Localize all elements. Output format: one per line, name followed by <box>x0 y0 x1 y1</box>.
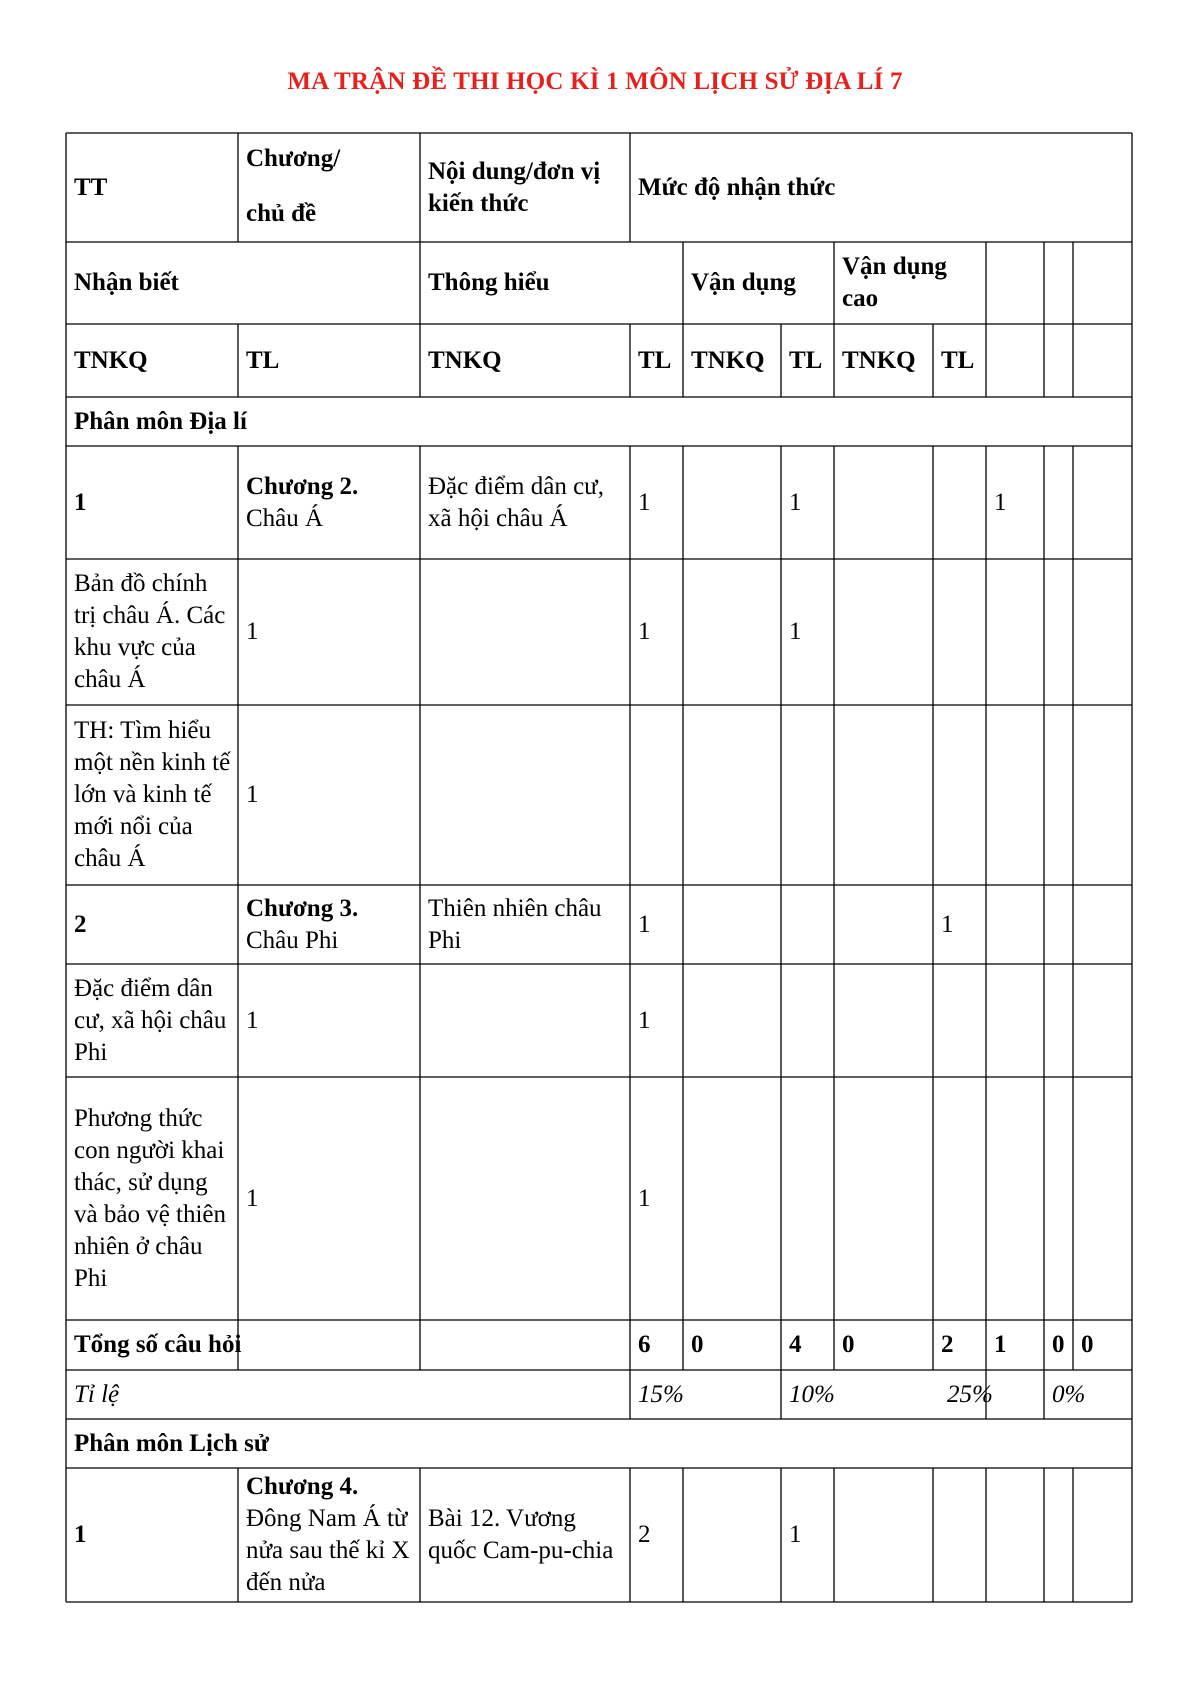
ls-row1-chuong-title: Chương 4. <box>246 1473 359 1500</box>
ratio-label <box>66 1370 374 1419</box>
row5-noidung <box>66 964 234 1077</box>
row4-tt <box>66 885 224 964</box>
total-v5 <box>933 1320 986 1370</box>
header-tnkq-3 <box>683 324 786 397</box>
header-tt-text: TT <box>74 173 108 201</box>
ratio-p3-text: 25% <box>947 1380 993 1408</box>
total-v8-text: 0 <box>1081 1331 1094 1358</box>
header-chuong-line2 <box>238 185 416 242</box>
total-v5-text: 2 <box>941 1331 954 1358</box>
total-v4 <box>834 1320 887 1370</box>
header-tnkq-1 <box>66 324 234 397</box>
header-vandungcao-text: Vận dụng cao <box>842 253 947 312</box>
header-nhanbiet-text: Nhận biết <box>74 269 179 296</box>
ls-row1-noidung <box>420 1468 618 1602</box>
ratio-p2-text: 10% <box>789 1380 835 1408</box>
total-label-text: Tổng số câu hỏi <box>74 1331 242 1358</box>
total-v3-text: 4 <box>789 1331 802 1358</box>
header-tl-4 <box>933 324 991 397</box>
row4-noidung-text: Thiên nhiên châu Phi <box>428 894 602 954</box>
total-v8 <box>1073 1320 1131 1370</box>
total-label <box>66 1320 574 1370</box>
row4-c1 <box>630 885 683 964</box>
row1-chuong-subtitle: Châu Á <box>246 504 324 532</box>
ls-row1-c1-text: 2 <box>638 1521 651 1548</box>
ratio-p4-text: 0% <box>1052 1380 1086 1408</box>
row1-chuong <box>238 446 416 559</box>
row3-c1-text: 1 <box>246 781 259 808</box>
row5-c1-text: 1 <box>246 1006 259 1034</box>
total-v2 <box>683 1320 736 1370</box>
header-tnkq-2 <box>420 324 628 397</box>
row1-noidung <box>420 446 628 559</box>
row5-noidung-text: Đặc điểm dân cư, xã hội châu Phi <box>74 974 227 1066</box>
header-tnkq-4-text: TNKQ <box>842 346 916 374</box>
total-v2-text: 0 <box>691 1331 704 1358</box>
row6-noidung-text: Phương thức con người khai thác, sử dụng và bảo vệ thiên nhiên ở châu Phi <box>74 1104 227 1292</box>
header-vandung <box>683 242 836 324</box>
row4-tt-text: 2 <box>74 910 87 938</box>
row4-c2 <box>933 885 986 964</box>
total-v1-text: 6 <box>638 1331 651 1358</box>
row6-c1 <box>238 1077 291 1320</box>
header-chuong-line1-text: Chương/ <box>246 145 341 172</box>
header-tl-1-text: TL <box>246 346 280 374</box>
row6-noidung <box>66 1077 234 1320</box>
row2-c1 <box>238 559 291 705</box>
ls-row1-chuong-subtitle: Đông Nam Á từ nửa sau thế kỉ X đến nửa <box>246 1505 410 1596</box>
header-noidung-text: Nội dung/đơn vị kiến thức <box>428 157 601 217</box>
header-tl-2-text: TL <box>638 346 672 374</box>
row3-noidung <box>66 705 234 885</box>
total-v6-text: 1 <box>994 1331 1007 1358</box>
header-tnkq-3-text: TNKQ <box>691 346 765 374</box>
row6-c1-text: 1 <box>246 1184 259 1212</box>
section-lich-su-text: Phân môn Lịch sử <box>74 1429 269 1457</box>
ratio-p1 <box>630 1370 778 1419</box>
section-lich-su <box>66 1419 574 1468</box>
total-v1 <box>630 1320 683 1370</box>
header-tt <box>66 133 224 242</box>
row5-c1 <box>238 964 291 1077</box>
ls-row1-tt-text: 1 <box>74 1521 87 1548</box>
header-chuong-line2-text: chủ đề <box>246 199 317 227</box>
ls-row1-c1 <box>630 1468 683 1602</box>
row2-c2 <box>630 559 683 705</box>
ratio-label-text: Tỉ lệ <box>74 1380 120 1408</box>
row1-c1-text: 1 <box>638 488 651 516</box>
row1-chuong-title: Chương 2. <box>246 472 359 500</box>
header-tnkq-1-text: TNKQ <box>74 346 148 374</box>
header-vandung-text: Vận dụng <box>691 269 796 296</box>
row5-c2-text: 1 <box>638 1006 651 1034</box>
row1-c2 <box>781 446 834 559</box>
row5-c2 <box>630 964 683 1077</box>
row4-chuong <box>238 885 416 964</box>
row1-noidung-text: Đặc điểm dân cư, xã hội châu Á <box>428 472 604 532</box>
row2-c2-text: 1 <box>638 618 651 645</box>
ratio-p4 <box>1044 1370 1137 1419</box>
header-tl-3-text: TL <box>789 346 823 374</box>
ratio-p3 <box>939 1370 1042 1419</box>
row3-c1 <box>238 705 291 885</box>
total-v4-text: 0 <box>842 1331 855 1358</box>
total-v7-text: 0 <box>1052 1331 1065 1358</box>
row4-c2-text: 1 <box>941 910 954 938</box>
header-thonghieu-text: Thông hiểu <box>428 269 550 296</box>
header-chuong-line1 <box>238 133 416 185</box>
header-nhanbiet <box>66 242 414 324</box>
row1-c3 <box>986 446 1039 559</box>
header-mucdo-text: Mức độ nhận thức <box>638 173 836 201</box>
row2-c1-text: 1 <box>246 618 259 645</box>
row1-tt-text: 1 <box>74 488 87 516</box>
row6-c2-text: 1 <box>638 1184 651 1212</box>
header-tnkq-4 <box>834 324 937 397</box>
header-mucdo <box>630 133 1118 242</box>
ls-row1-c2 <box>781 1468 834 1602</box>
ratio-p1-text: 15% <box>638 1380 684 1408</box>
ls-row1-noidung-text: Bài 12. Vương quốc Cam-pu-chia <box>428 1505 614 1564</box>
page-title: MA TRẬN ĐỀ THI HỌC KÌ 1 MÔN LỊCH SỬ ĐỊA LÍ 7 <box>287 68 903 95</box>
header-tl-4-text: TL <box>941 346 975 374</box>
row6-c2 <box>630 1077 683 1320</box>
row4-noidung <box>420 885 628 964</box>
row1-c1 <box>630 446 683 559</box>
header-tl-2 <box>630 324 688 397</box>
ls-row1-chuong <box>238 1468 416 1602</box>
row4-chuong-subtitle: Châu Phi <box>246 926 339 954</box>
header-tnkq-2-text: TNKQ <box>428 346 502 374</box>
row1-c2-text: 1 <box>789 488 802 516</box>
row2-c3 <box>781 559 834 705</box>
row4-chuong-title: Chương 3. <box>246 894 359 922</box>
ratio-p2 <box>781 1370 929 1419</box>
total-v3 <box>781 1320 834 1370</box>
section-dia-li <box>66 397 574 446</box>
header-vandungcao <box>834 242 982 324</box>
section-dia-li-text: Phân môn Địa lí <box>74 407 247 435</box>
header-tl-3 <box>781 324 839 397</box>
row2-noidung <box>66 559 234 705</box>
row2-noidung-text: Bản đồ chính trị châu Á. Các khu vực của châu Á <box>74 570 226 693</box>
row4-c1-text: 1 <box>638 910 651 938</box>
row3-noidung-text: TH: Tìm hiểu một nền kinh tế lớn và kinh tế mới nổi của châu Á <box>74 717 231 872</box>
header-noidung <box>420 133 633 242</box>
header-thonghieu <box>420 242 678 324</box>
row2-c3-text: 1 <box>789 618 802 645</box>
ls-row1-tt <box>66 1468 224 1602</box>
row1-c3-text: 1 <box>994 488 1007 516</box>
total-v6 <box>986 1320 1039 1370</box>
ls-row1-c2-text: 1 <box>789 1521 802 1548</box>
header-tl-1 <box>238 324 416 397</box>
row1-tt <box>66 446 224 559</box>
